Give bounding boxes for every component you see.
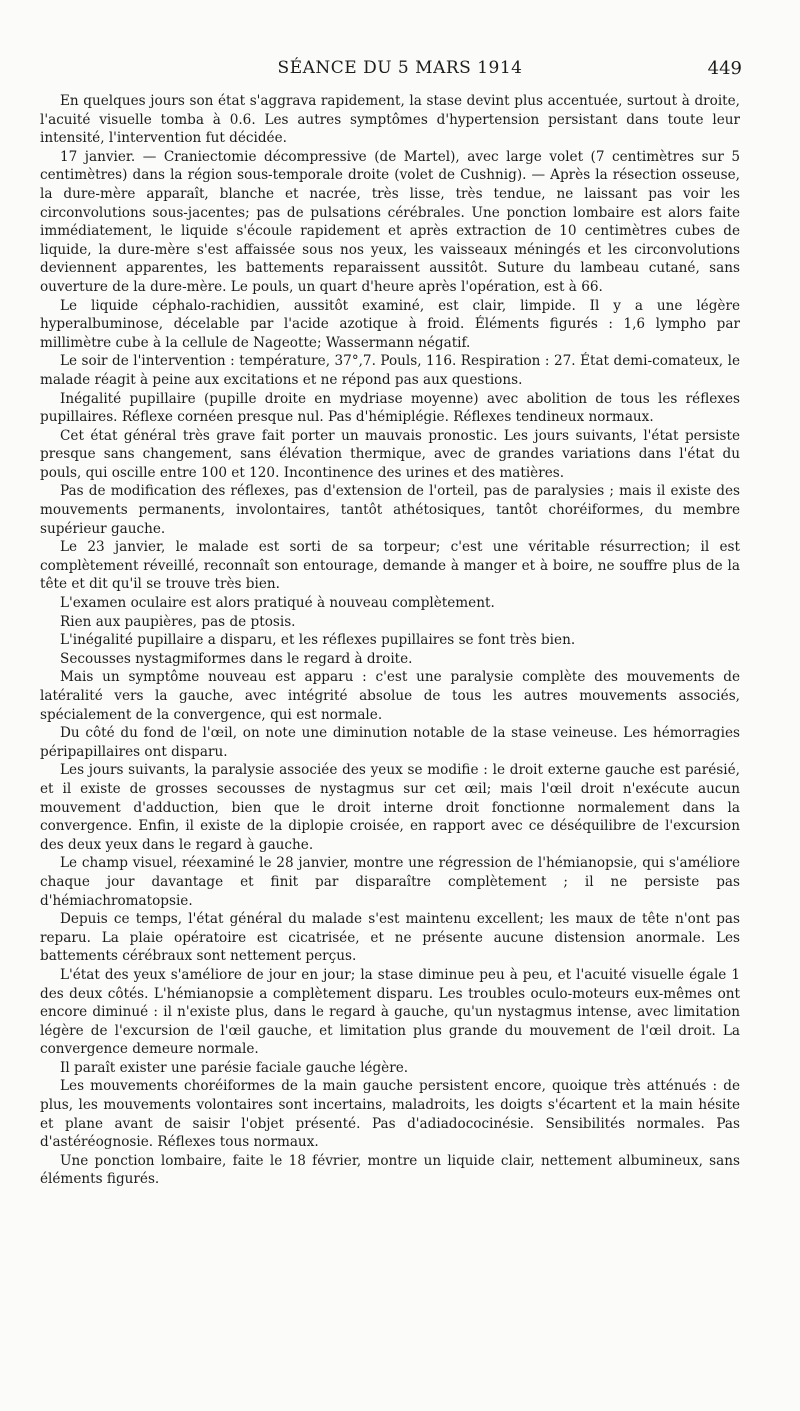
paragraph: Le soir de l'intervention : température, 37°,7. Pouls, 116. Respiration : 27. État demi-comateux, le malade réagit à peine aux excitations et ne répond pas aux questions. <box>40 353 740 388</box>
running-title: SÉANCE DU 5 MARS 1914 <box>277 58 523 78</box>
paragraph: En quelques jours son état s'aggrava rapidement, la stase devint plus accentuée, surtout à droite, l'acuité visuelle tomba à 0.6. Les autres symptômes d'hypertension persistant dans toute leur intensité, l'intervention fut décidée. <box>40 93 740 147</box>
paragraph: Les mouvements choréiformes de la main gauche persistent encore, quoique très atténués : de plus, les mouvements volontaires sont incertains, maladroits, les doigts s'écartent et la main hésite et plane avant de saisir l'objet présenté. Pas d'adiadococinésie. Sensibilités normales. Pas d'astéréognosie. Réflexes tous normaux. <box>40 1078 740 1151</box>
paragraph: Pas de modification des réflexes, pas d'extension de l'orteil, pas de paralysies ; mais il existe des mouvements permanents, involontaires, tantôt athétosiques, tantôt choréiformes, du membre supérieur gauche. <box>40 483 740 537</box>
body-text <box>40 92 740 1189</box>
paragraph: 17 janvier. — Craniectomie décompressive (de Martel), avec large volet (7 centimètres sur 5 centimètres) dans la région sous-temporale droite (volet de Cushnig). — Après la résection osseuse, la dure-mère apparaît, blanche et nacrée, très lisse, très tendue, ne laissant pas voir les circonvolutions sous-jacentes; pas de pulsations cérébrales. Une ponction lombaire est alors faite immédiatement, le liquide s'écoule rapidement et après extraction de 10 centimètres cubes de liquide, la dure-mère s'est affaissée sous nos yeux, les vaisseaux méningés et les circonvolutions deviennent apparentes, les battements reparaissent aussitôt. Suture du lambeau cutané, sans ouverture de la dure-mère. Le pouls, un quart d'heure après l'opération, est à 66. <box>40 148 740 295</box>
paragraph: Mais un symptôme nouveau est apparu : c'est une paralysie complète des mouvements de latéralité vers la gauche, avec intégrité absolue de tous les autres mouvements associés, spécialement de la convergence, qui est normale. <box>40 669 740 723</box>
paragraph: Depuis ce temps, l'état général du malade s'est maintenu excellent; les maux de tête n'ont pas reparu. La plaie opératoire est cicatrisée, et ne présente aucune distension anormale. Les battements cérébraux sont nettement perçus. <box>40 911 740 965</box>
paragraph: Il paraît exister une parésie faciale gauche légère. <box>60 1059 409 1076</box>
paragraph: Le liquide céphalo-rachidien, aussitôt examiné, est clair, limpide. Il y a une légère hyperalbuminose, décelable par l'acide azotique à froid. Éléments figurés : 1,6 lympho par millimètre cube à la cellule de Nageotte; Wassermann négatif. <box>40 297 740 351</box>
paragraph: Du côté du fond de l'œil, on note une diminution notable de la stase veineuse. Les hémorragies péripapillaires ont disparu. <box>40 725 740 760</box>
paragraph: Le 23 janvier, le malade est sorti de sa torpeur; c'est une véritable résurrection; il est complètement réveillé, reconnaît son entourage, demande à manger et à boire, ne souffre plus de la tête et dit qu'il se trouve très bien. <box>40 539 740 593</box>
paragraph: Le champ visuel, réexaminé le 28 janvier, montre une régression de l'hémianopsie, qui s'améliore chaque jour davantage et finit par disparaître complètement ; il ne persiste pas d'hémiachromatopsie. <box>40 855 740 909</box>
page-header <box>0 58 800 82</box>
page-number: 449 <box>707 58 742 79</box>
paragraph: L'inégalité pupillaire a disparu, et les réflexes pupillaires se font très bien. <box>60 632 576 649</box>
paragraph: Inégalité pupillaire (pupille droite en mydriase moyenne) avec abolition de tous les réflexes pupillaires. Réflexe cornéen presque nul. Pas d'hémiplégie. Réflexes tendineux normaux. <box>40 390 740 426</box>
paragraph: Une ponction lombaire, faite le 18 février, montre un liquide clair, nettement albumineux, sans éléments figurés. <box>40 1152 740 1188</box>
paragraph: L'état des yeux s'améliore de jour en jour; la stase diminue peu à peu, et l'acuité visuelle égale 1 des deux côtés. L'hémianopsie a complètement disparu. Les troubles oculo-moteurs eux-mêmes ont encore diminué : il n'existe plus, dans le regard à gauche, qu'un nystagmus intense, avec limitation légère de l'excursion de l'œil gauche, et limitation plus grande du mouvement de l'œil droit. La convergence demeure normale. <box>40 966 740 1058</box>
paragraph: Cet état général très grave fait porter un mauvais pronostic. Les jours suivants, l'état persiste presque sans changement, sans élévation thermique, avec de grandes variations dans l'état du pouls, qui oscille entre 100 et 120. Incontinence des urines et des matières. <box>40 427 740 481</box>
paragraph: Rien aux paupières, pas de ptosis. <box>60 613 296 630</box>
paragraph: Secousses nystagmiformes dans le regard à droite. <box>60 650 413 667</box>
paragraph: Les jours suivants, la paralysie associée des yeux se modifie : le droit externe gauche est parésié, et il existe de grosses secousses de nystagmus sur cet œil; mais l'œil droit n'exécute aucun mouvement d'adduction, bien que le droit interne droit fonctionne normalement dans la convergence. Enfin, il existe de la diplopie croisée, en rapport avec ce déséquilibre de l'excursion des deux yeux dans le regard à gauche. <box>40 762 740 853</box>
paragraph: L'examen oculaire est alors pratiqué à nouveau complètement. <box>60 595 495 612</box>
